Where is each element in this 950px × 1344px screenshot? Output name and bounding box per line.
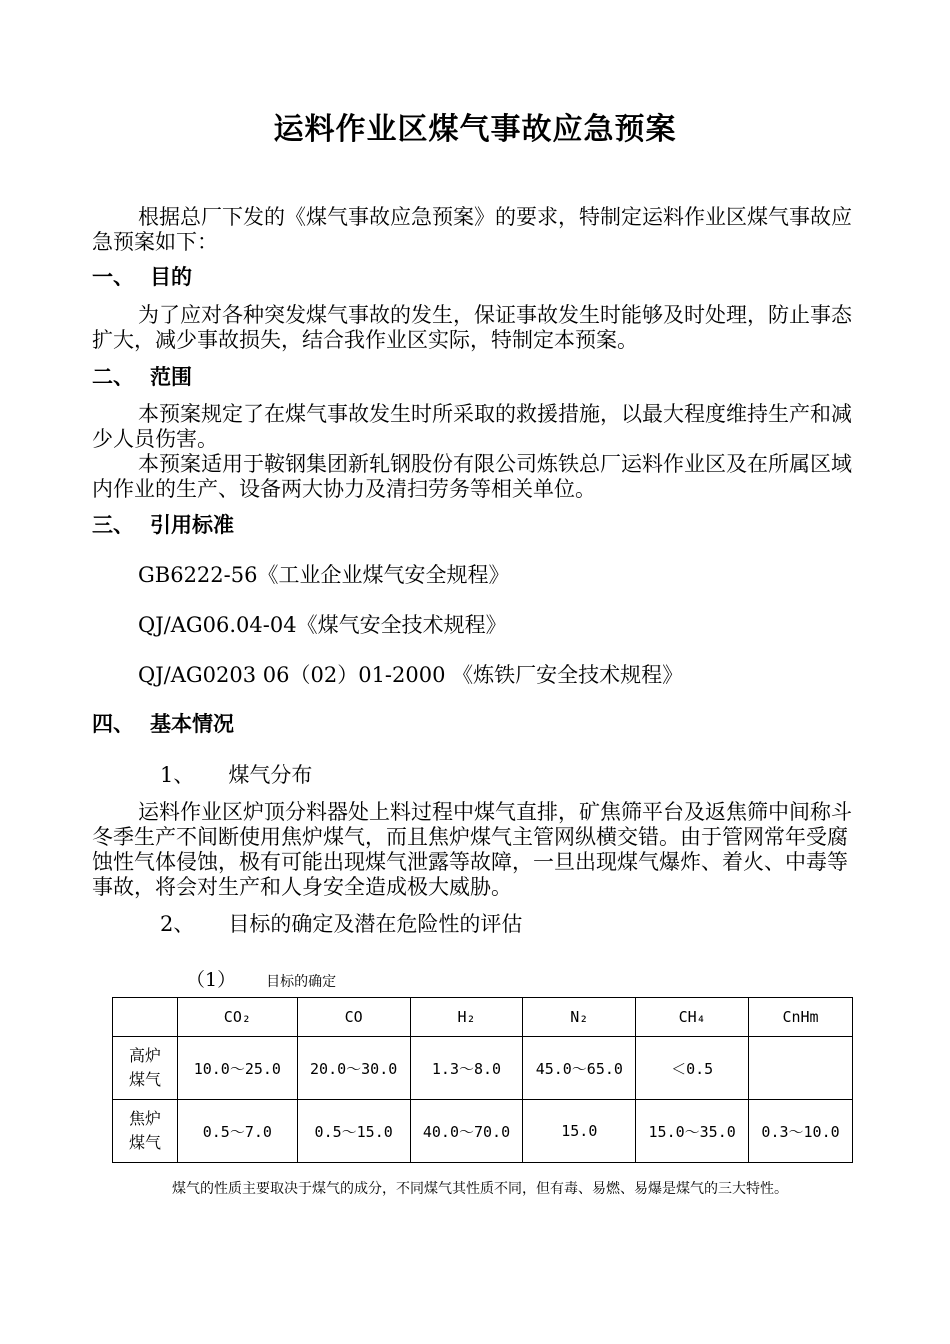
subsection-1-title: 煤气分布 [228,763,313,787]
section-1-number: 一、 [92,265,134,289]
gas-properties-note: 煤气的性质主要取决于煤气的成分，不同煤气其性质不同，但有毒、易燃、易爆是煤气的三大特性。 [172,1181,788,1197]
reference-standard: QJ/AG06.04-04《煤气安全技术规程》 [138,613,507,637]
table-row [113,1037,853,1100]
table-cell [749,1037,853,1100]
section-1-title: 目的 [150,265,192,289]
table-caption-label: 目标的确定 [266,974,337,990]
section-3-number: 三、 [92,513,134,537]
section-2-text-1: 本预案规定了在煤气事故发生时所采取的救援措施，以最大程度维持生产和减少人员伤害。 [92,402,852,451]
section-4-title: 基本情况 [150,712,234,736]
table-cell: 45.0～65.0 [523,1037,636,1100]
table-cell: 40.0～70.0 [410,1100,523,1163]
table-cell: 0.5～15.0 [297,1100,410,1163]
table-header-cell: H₂ [410,998,523,1037]
table-cell: 0.3～10.0 [749,1100,853,1163]
section-2-heading [92,364,192,390]
table-cell: 20.0～30.0 [297,1037,410,1100]
table-cell: 0.5～7.0 [177,1100,297,1163]
subsection-2-title: 目标的确定及潜在危险性的评估 [228,912,523,936]
intro-text: 根据总厂下发的《煤气事故应急预案》的要求，特制定运料作业区煤气事故应急预案如下： [92,205,852,254]
section-1-text: 为了应对各种突发煤气事故的发生，保证事故发生时能够及时处理，防止事态扩大，减少事故损失，结合我作业区实际，特制定本预案。 [92,303,852,352]
table-caption-number: （1） [186,969,237,991]
table-cell: 15.0 [523,1100,636,1163]
section-4-number: 四、 [92,712,134,736]
table-header-cell: CO [297,998,410,1037]
section-4-heading [92,711,234,737]
table-header-cell: CH₄ [636,998,749,1037]
reference-standard: GB6222-56《工业企业煤气安全规程》 [138,563,510,587]
subsection-2 [160,911,522,937]
section-2-title: 范围 [150,365,192,389]
section-2-number: 二、 [92,365,134,389]
table-header-cell [113,998,178,1037]
section-4-text: 运料作业区炉顶分料器处上料过程中煤气直排，矿焦筛平台及返焦筛中间称斗冬季生产不间断使用焦炉煤气，而且焦炉煤气主管网纵横交错。由于管网常年受腐蚀性气体侵蚀，极有可能出现煤气泄露等故障，一旦出现煤气爆炸、着火、中毒等事故，将会对生产和人身安全造成极大威胁。 [92,800,852,899]
intro-paragraph [92,205,862,255]
table-header-cell: CO₂ [177,998,297,1037]
section-3-heading [92,512,234,538]
table-row [113,1100,853,1163]
section-4-body [92,800,862,900]
section-1-heading [92,264,192,290]
subsection-1 [160,762,312,788]
section-1-body [92,303,862,353]
section-2-paragraph-1 [92,402,862,452]
table-cell: 15.0～35.0 [636,1100,749,1163]
section-2-text-2: 本预案适用于鞍钢集团新轧钢股份有限公司炼铁总厂运料作业区及在所属区域内作业的生产、设备两大协力及清扫劳务等相关单位。 [92,452,852,501]
row-label-text: 高炉煤气 [128,1046,161,1089]
table-cell: 10.0～25.0 [177,1037,297,1100]
table-header-row [113,998,853,1037]
gas-composition-table [112,997,853,1163]
section-3-title: 引用标准 [150,513,234,537]
subsection-2-number: 2、 [160,912,195,936]
subsection-1-number: 1、 [160,763,195,787]
row-label [113,1037,178,1100]
section-2-paragraph-2 [92,452,862,502]
table-header-cell: N₂ [523,998,636,1037]
table-cell: 1.3～8.0 [410,1037,523,1100]
table-cell: ＜0.5 [636,1037,749,1100]
row-label [113,1100,178,1163]
table-caption [186,965,336,992]
table-header-cell: CnHm [749,998,853,1037]
document-title: 运料作业区煤气事故应急预案 [273,112,677,147]
reference-standard: QJ/AG0203 06（02）01-2000 《炼铁厂安全技术规程》 [138,663,684,687]
row-label-text: 焦炉煤气 [128,1109,161,1152]
